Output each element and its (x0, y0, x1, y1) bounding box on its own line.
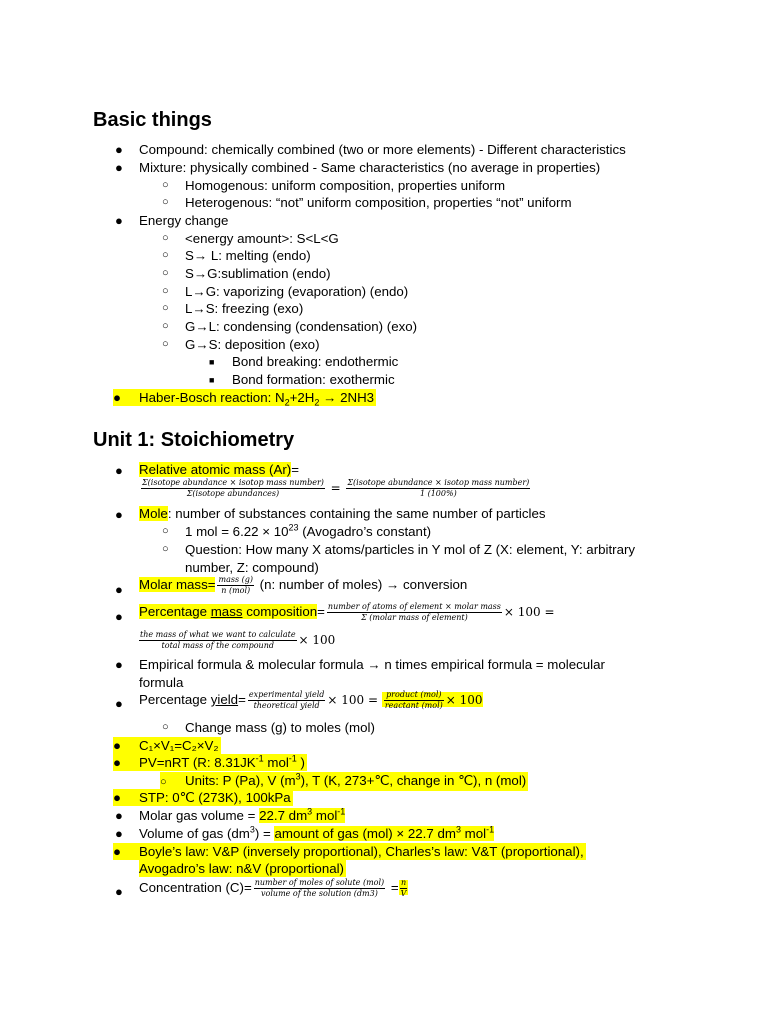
hollow-bullet-icon: ○ (162, 338, 169, 350)
bullet-icon: ● (113, 755, 122, 770)
bullet-icon: ● (115, 507, 123, 522)
bullet-icon: ● (113, 390, 122, 405)
list-item-bond-breaking: Bond breaking: endothermic (232, 354, 399, 369)
bullet-icon: ● (115, 808, 123, 823)
list-item-vaporizing: L→G: vaporizing (evaporation) (endo) (185, 284, 409, 299)
hollow-bullet-icon: ○ (162, 525, 169, 537)
list-item-units: ○ Units: P (Pa), V $(m^3)$, T (K, 273+℃, change in ℃), n (mol) (160, 772, 528, 791)
hollow-bullet-icon: ○ (162, 543, 169, 555)
bullet-icon: ● (115, 609, 123, 624)
bullet-icon: ● (115, 463, 123, 478)
list-item-concentration: Concentration (C)= $\frac{\text{number of moles of solute (mol)}}{\text{volume of the solution (dm3)}}$ = $\frac{n}{V}$ (139, 878, 407, 898)
hollow-bullet-icon: ○ (162, 232, 169, 244)
list-item-question-cont: number, Z: compound) (185, 560, 319, 575)
hollow-bullet-icon: ○ (162, 196, 169, 208)
hollow-bullet-icon: ○ (162, 302, 169, 314)
hollow-bullet-icon: ○ (162, 285, 169, 297)
hollow-bullet-icon: ○ (162, 179, 169, 191)
list-item-gas-laws-cont: Avogadro’s law: n&V (proportional) (139, 861, 344, 876)
hollow-bullet-icon: ○ (160, 776, 167, 788)
bullet-icon: ● (113, 844, 122, 859)
list-item-molar-gas-volume: Molar gas volume = 22.7 $dm^3$ mol$^{-1}$ (139, 806, 346, 823)
hollow-bullet-icon: ○ (162, 320, 169, 332)
bullet-icon: ● (115, 884, 123, 899)
list-item-volume-of-gas: Volume of gas $(dm^3)$ = amount of gas (mol) × 22.7 $dm^3$ mol$^{-1}$ (139, 824, 495, 841)
section-heading-basic-things: Basic things (93, 109, 212, 131)
list-item-sublimation: S→G:sublimation (endo) (185, 266, 331, 281)
bullet-icon: ● (115, 696, 123, 711)
list-item-stp: ● STP: 0℃ (273K), 100kPa (113, 790, 291, 805)
list-item-heterogenous: Heterogenous: “not” uniform composition, properties “not” uniform (185, 195, 572, 210)
list-item-percentage-yield: Percentage yield= $\frac{\text{experimental yield}}{\text{theoretical yield}}$ × 100 = $\frac{\text{product (mol)}}{\text{reactant (mol)}}$ × 100 (139, 690, 483, 710)
list-item-mixture: Mixture: physically combined - Same characteristics (no average in properties) (139, 160, 601, 175)
square-bullet-icon: ■ (209, 357, 215, 367)
bullet-icon: ● (113, 790, 122, 805)
list-item-gas-laws: ● Boyle’s law: V&P (inversely proportional), Charles’s law: V&T (proportional), (113, 844, 584, 859)
list-item-freezing: L→S: freezing (exo) (185, 301, 304, 316)
hollow-bullet-icon: ○ (162, 249, 169, 261)
bullet-icon: ● (115, 142, 123, 157)
list-item-empirical-formula: Empirical formula & molecular formula → n times empirical formula = molecular (139, 657, 605, 672)
list-item-ideal-gas: ● PV=nRT (R: $8.31JK^{-1}$ mol$^{-1}$ ) (113, 753, 305, 770)
list-item-question: Question: How many X atoms/particles in Y mol of Z (X: element, Y: arbitrary (185, 542, 636, 557)
bullet-icon: ● (115, 657, 123, 672)
list-item-condensing: G→L: condensing (condensation) (exo) (185, 319, 418, 334)
list-item-energy-change: Energy change (139, 213, 229, 228)
formula-relative-atomic-mass: $\frac{\text{Σ(isotope abundance × isotop mass number)}}{\text{Σ(isotope abundances)}}$ = $\frac{\text{Σ(isotope abundance × isotop mass number)}}{1 (100\%)}$ (142, 478, 530, 498)
list-item-change-mass: Change mass (g) to moles (mol) (185, 720, 375, 735)
bullet-icon: ● (115, 826, 123, 841)
list-item-bond-formation: Bond formation: exothermic (232, 372, 395, 387)
list-item-c1v1: ● C₁×V₁=C₂×V₂ (113, 738, 219, 753)
list-item-percentage-mass: Percentage mass composition= $\frac{\text{number of atoms of element × molar mass}}{\text{Σ (molar mass of element)}}$ × 100 = (139, 602, 555, 622)
section-heading-unit-1: Unit 1: Stoichiometry (93, 429, 295, 451)
list-item-empirical-formula-cont: formula (139, 675, 184, 690)
hollow-bullet-icon: ○ (162, 267, 169, 279)
list-item-molar-mass: Molar mass= $\frac{\text{mass (g)}}{\text{n (mol)}}$ (n: number of moles) → conversion (139, 575, 468, 595)
list-item-avogadro: 1 mol = $6.22 \times 10^{23}$ (Avogadro’s constant) (185, 522, 432, 539)
list-item-energy-amount: <energy amount>: S<L<G (185, 231, 339, 246)
square-bullet-icon: ■ (209, 375, 215, 385)
list-item-relative-atomic-mass: Relative atomic mass (Ar)= (139, 462, 299, 477)
list-item-compound: Compound: chemically combined (two or more elements) - Different characteristics (139, 142, 626, 157)
bullet-icon: ● (115, 582, 123, 597)
list-item-deposition: G→S: deposition (exo) (185, 337, 320, 352)
bullet-icon: ● (113, 738, 122, 753)
hollow-bullet-icon: ○ (162, 721, 169, 733)
list-item-mole: Mole: number of substances containing the same number of particles (139, 506, 546, 521)
list-item-melting: S→ L: melting (endo) (185, 248, 311, 263)
bullet-icon: ● (115, 213, 123, 228)
formula-percentage-mass: $\frac{\text{the mass of what we want to calculate}}{\text{total mass of the compound}}$ × 100 (140, 630, 336, 650)
list-item-homogenous: Homogenous: uniform composition, properties uniform (185, 178, 506, 193)
bullet-icon: ● (115, 160, 123, 175)
list-item-haber-bosch: ● Haber-Bosch reaction: $N_2+2H_2 \to 2NH3$ (113, 390, 375, 408)
